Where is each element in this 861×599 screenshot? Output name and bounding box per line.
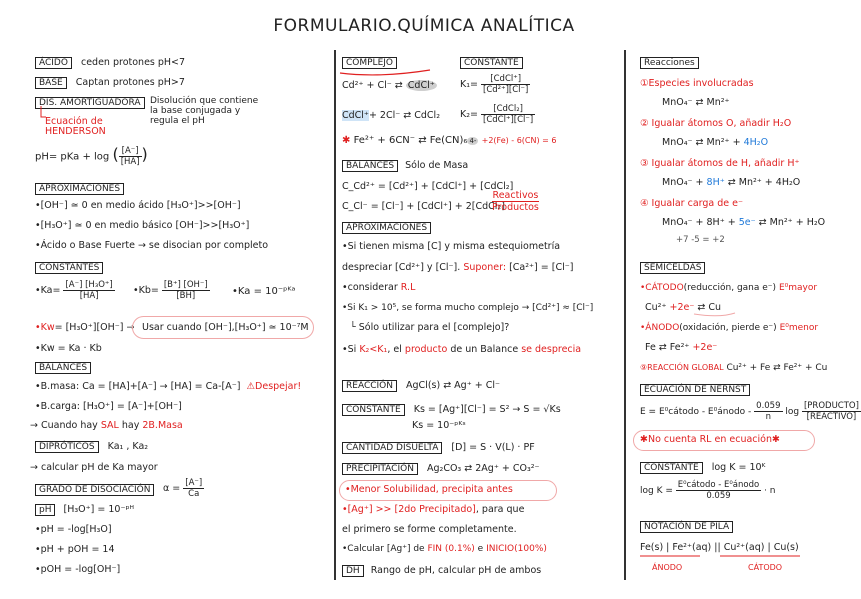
ka-num: [A⁻] [H₃O⁺] xyxy=(65,280,113,290)
dh-text: Rango de pH, calcular pH de ambos xyxy=(370,565,542,576)
balances2-text: Sólo de Masa xyxy=(405,160,469,171)
acido-box: ÁCIDO xyxy=(35,57,72,69)
k1-num: [CdCl⁺] xyxy=(481,74,530,85)
complejo-box: COMPLEJO xyxy=(342,57,397,69)
step-1: ①Especies involucradas xyxy=(640,78,754,89)
kw-usar-text: Usar cuando [OH⁻],[H₃O⁺] ≃ 10⁻⁷M xyxy=(142,322,309,333)
const-b: log K = xyxy=(640,486,673,496)
r4eq-a: MnO₄⁻ + 8H⁺ + xyxy=(662,217,736,228)
hay-text: hay xyxy=(121,420,140,431)
c1-rhs: CdCl⁺ xyxy=(407,80,435,91)
fe-charge: 4- xyxy=(469,137,477,145)
ap3a: •considerar xyxy=(342,282,398,293)
k2-den: [CdCl⁺][Cl⁻] xyxy=(483,115,534,125)
r2eq-b: 4H₂O xyxy=(743,137,769,148)
an-eq-a: Fe ⇄ Fe²⁺ xyxy=(645,342,690,353)
henderson-lhs: pH= pKa + log xyxy=(35,151,110,163)
ap3b: R.L xyxy=(400,282,416,293)
semi-cu-underline xyxy=(694,313,735,316)
ka-den: [HA] xyxy=(79,291,99,301)
bal-2: C_Cl⁻ = [Cl⁻] + [CdCl⁺] + 2[CdCl₂] xyxy=(342,201,505,212)
step-4: ④ Igualar carga de e⁻ xyxy=(640,198,744,209)
glob-a: ⑨REACCIÓN GLOBAL xyxy=(640,363,724,372)
aprox-3: •Ácido o Base Fuerte → se disocian por completo xyxy=(35,240,269,251)
kb-den: [BH] xyxy=(176,291,196,301)
ap6e: de un Balance xyxy=(450,344,519,355)
fin-text: FIN (0.1%) xyxy=(427,544,475,554)
glob-b: Cu²⁺ + Fe ⇄ Fe²⁺ + Cu xyxy=(726,363,828,373)
dipro-text: Ka₁ , Ka₂ xyxy=(107,441,149,452)
r4eq-b: 5e⁻ xyxy=(738,217,756,228)
an-eq-b: +2e⁻ xyxy=(692,342,718,353)
nernst-pd: [REACTIVO] xyxy=(806,412,857,422)
nernst-pn: [PRODUCTO] xyxy=(803,401,859,411)
alpha-den: Ca xyxy=(188,489,200,499)
r4eq-c: ⇄ Mn²⁺ + H₂O xyxy=(758,217,826,228)
k1-den: [Cd²⁺][Cl⁻] xyxy=(483,85,529,95)
ap-4: •Si K₁ > 10⁵, se forma mucho complejo → [Cd²⁺] ≈ [Cl⁻] xyxy=(342,303,594,313)
despejar-text: Despejar xyxy=(255,381,298,392)
ag1b: , para que xyxy=(475,504,525,515)
precip-box: PRECIPITACIÓN xyxy=(342,463,418,475)
kw-product: •Kw = Ka · Kb xyxy=(35,343,102,354)
disol-line-3: regula el pH xyxy=(150,116,205,126)
pila-box: NOTACIÓN DE PILA xyxy=(640,521,733,533)
cant-box: CANTIDAD DISUELTA xyxy=(342,442,442,454)
logk-den: 0.059 xyxy=(706,491,731,501)
ka-lhs: •Ka= xyxy=(35,285,61,296)
kb-num: [B⁺] [OH⁻] xyxy=(163,280,208,290)
ap2a: despreciar [Cd²⁺] y [Cl⁻]. xyxy=(342,262,461,273)
base-box: BASE xyxy=(35,77,67,89)
step-1-eq: MnO₄⁻ ⇄ Mn²⁺ xyxy=(662,97,730,108)
ap6a: •Si xyxy=(342,344,357,355)
disol-line-1: Disolución que contiene xyxy=(150,96,259,106)
ag1a: •[Ag⁺] >> [2do Precipitado] xyxy=(342,504,476,515)
alpha-num: [A⁻] xyxy=(185,478,203,488)
ks-text: Ks = [Ag⁺][Cl⁻] = S² → S = √Ks xyxy=(413,404,561,415)
dipro-box: DIPRÓTICOS xyxy=(35,441,99,453)
masa2b-text: 2B.Masa xyxy=(142,420,183,431)
constante-box: CONSTANTE xyxy=(460,57,523,69)
c2-lhs: CdCl⁺ xyxy=(342,110,369,121)
const-a: log K = 10ᴷ xyxy=(711,462,766,473)
k2-lhs: K₂= xyxy=(460,109,478,120)
constante2-box: CONSTANTE xyxy=(342,404,405,416)
nernst-num: 0.059 xyxy=(756,401,781,411)
ks-2: Ks = 10⁻ᵖᴷˢ xyxy=(412,420,466,431)
reactivos-label: Reactivos xyxy=(492,190,539,201)
kw-symbol: •Kw xyxy=(35,322,55,333)
nernst-box: ECUACIÓN DE NERNST xyxy=(640,384,750,396)
ka-power: •Ka = 10⁻ᵖᴷᵃ xyxy=(232,286,296,297)
dh-box: DH xyxy=(342,565,364,577)
no-cuenta-rl: ✱No cuenta RL en ecuación✱ xyxy=(640,434,780,445)
reacciones-box: Reacciones xyxy=(640,57,699,69)
fe-note: +2(Fe) - 6(CN) = 6 xyxy=(481,136,557,145)
ph-box: pH xyxy=(35,504,55,516)
henderson-den: [HA] xyxy=(120,157,140,167)
k2-num: [CdCl₂] xyxy=(481,104,535,115)
productos-label: Productos xyxy=(492,202,539,213)
c2-rhs: + 2Cl⁻ ⇄ CdCl₂ xyxy=(368,110,441,121)
sal-text: SAL xyxy=(100,420,119,431)
ap2b: Suponer: xyxy=(463,262,507,273)
ap-5: └ Sólo utilizar para el [complejo]? xyxy=(350,322,510,333)
page-title: FORMULARIO.QUÍMICA ANALÍTICA xyxy=(273,16,575,36)
ag-2: el primero se forme completamente. xyxy=(342,524,517,535)
an-a: •ÁNODO xyxy=(640,323,680,333)
ap2c: [Ca²⁺] = [Cl⁻] xyxy=(509,262,574,273)
cat-c: E⁰mayor xyxy=(778,283,818,293)
inicio-text: INICIO(100%) xyxy=(486,544,547,554)
reaccion-box: REACCIÓN xyxy=(342,380,397,392)
base-text: Captan protones pH>7 xyxy=(75,77,185,88)
balances2-box: BALANCES xyxy=(342,160,398,172)
calc-a: •Calcular [Ag⁺] de xyxy=(342,544,425,554)
reaccion-text: AgCl(s) ⇄ Ag⁺ + Cl⁻ xyxy=(406,380,501,391)
fe-eq: Fe²⁺ + 6CN⁻ ⇄ Fe(CN)₆ xyxy=(353,135,468,146)
ap6d: producto xyxy=(404,344,448,355)
k1-lhs: K₁= xyxy=(460,79,478,90)
kb-lhs: •Kb= xyxy=(133,285,159,296)
aprox2-box: APROXIMACIONES xyxy=(342,222,431,234)
c1-lhs: Cd²⁺ + Cl⁻ ⇄ xyxy=(342,80,403,91)
precip-text: Ag₂CO₃ ⇄ 2Ag⁺ + CO₃²⁻ xyxy=(426,463,540,474)
r3eq-b: 8H⁺ xyxy=(706,177,725,188)
aprox-1: •[OH⁻] ≃ 0 en medio ácido [H₃O⁺]>>[OH⁻] xyxy=(35,200,241,211)
henderson-equation: pH= pKa + log ( $\frac{[A^-]}{[HA]}$ ) xyxy=(35,144,148,167)
bmasa-text: •B.masa: Ca = [HA]+[A⁻] → [HA] = Ca-[A⁻] xyxy=(35,381,241,392)
step-3: ③ Igualar átomos de H, añadir H⁺ xyxy=(640,158,800,169)
r3eq-c: ⇄ Mn²⁺ + 4H₂O xyxy=(727,177,801,188)
nernst-den: n xyxy=(765,412,772,422)
ap-1: •Si tienen misma [C] y misma estequiometría xyxy=(342,241,561,252)
const-c: · n xyxy=(764,486,776,496)
cat-eq-c: ⇄ Cu xyxy=(697,302,722,313)
cuando-text: → Cuando hay xyxy=(30,420,98,431)
logk-num: E⁰cátodo - E⁰ánodo xyxy=(677,480,760,490)
cat-b: (reducción, gana e⁻) xyxy=(683,283,777,293)
complejo-underline xyxy=(340,70,430,75)
disol-line-2: la base conjugada y xyxy=(150,106,241,116)
ph-1: •pH = -log[H₃O] xyxy=(35,524,112,535)
menor-solubilidad: •Menor Solubilidad, precipita antes xyxy=(345,484,513,495)
nernst-log: log xyxy=(785,407,800,417)
balances-box: BALANCES xyxy=(35,362,91,374)
anodo-label: ÁNODO xyxy=(652,563,683,572)
ap6f: se desprecia xyxy=(521,344,582,355)
step-2: ② Igualar átomos O, añadir H₂O xyxy=(640,118,792,129)
aprox-2: •[H₃O⁺] ≃ 0 en medio básico [OH⁻]>>[H₃O⁺] xyxy=(35,220,250,231)
r3eq-a: MnO₄⁻ + xyxy=(662,177,704,188)
cant-text: [D] = S · V(L) · PF xyxy=(451,442,535,453)
ph-2: •pH + pOH = 14 xyxy=(35,544,115,555)
grado-box: GRADO DE DISOCIACIÓN xyxy=(35,484,154,496)
acido-text: ceden protones pH<7 xyxy=(80,57,186,68)
pila-notation: Fe(s) | Fe²⁺(aq) || Cu²⁺(aq) | Cu(s) xyxy=(640,542,799,553)
catodo-label: CÁTODO xyxy=(748,563,783,572)
calc-b: e xyxy=(477,544,484,554)
cat-a: •CÁTODO xyxy=(640,283,684,293)
aprox-box: APROXIMACIONES xyxy=(35,183,124,195)
calcular: → calcular pH de Ka mayor xyxy=(30,462,158,473)
cat-eq-a: Cu²⁺ xyxy=(645,302,667,313)
despejar-label: ⚠Despejar! xyxy=(246,381,302,392)
semiceldas-box: SEMICELDAS xyxy=(640,262,705,274)
henderson-line-2: HENDERSON xyxy=(45,126,106,137)
const3-box: CONSTANTE xyxy=(640,462,703,474)
henderson-bracket xyxy=(41,106,46,117)
alpha-lhs: α = xyxy=(163,483,181,494)
nernst-a: E = E⁰cátodo - E⁰ánodo - xyxy=(640,407,752,417)
cat-eq-b: +2e⁻ xyxy=(669,302,695,313)
bcarga: •B.carga: [H₃O⁺] = [A⁻]+[OH⁻] xyxy=(35,401,182,412)
step-4-charges: +7 -5 = +2 xyxy=(676,235,725,245)
ph-def: [H₃O⁺] = 10⁻ᵖᴴ xyxy=(63,504,135,515)
disol-box: DIS. AMORTIGUADORA xyxy=(35,97,145,109)
fe-star: ✱ xyxy=(342,135,351,146)
bal-1: C_Cd²⁺ = [Cd²⁺] + [CdCl⁺] + [CdCl₂] xyxy=(342,181,514,192)
constantes-box: CONSTANTES xyxy=(35,262,103,274)
ap6b: K₂<K₁ xyxy=(359,344,388,355)
an-b: (oxidación, pierde e⁻) xyxy=(679,323,777,333)
henderson-num: [A⁻] xyxy=(119,146,142,157)
ph-3: •pOH = -log[OH⁻] xyxy=(35,564,121,575)
r2eq-a: MnO₄⁻ ⇄ Mn²⁺ + xyxy=(662,137,741,148)
kw-text: = [H₃O⁺][OH⁻] → xyxy=(54,322,135,333)
henderson-line-1: Ecuación de xyxy=(45,116,103,127)
ap6c: , el xyxy=(387,344,402,355)
an-c: E⁰menor xyxy=(779,323,819,333)
